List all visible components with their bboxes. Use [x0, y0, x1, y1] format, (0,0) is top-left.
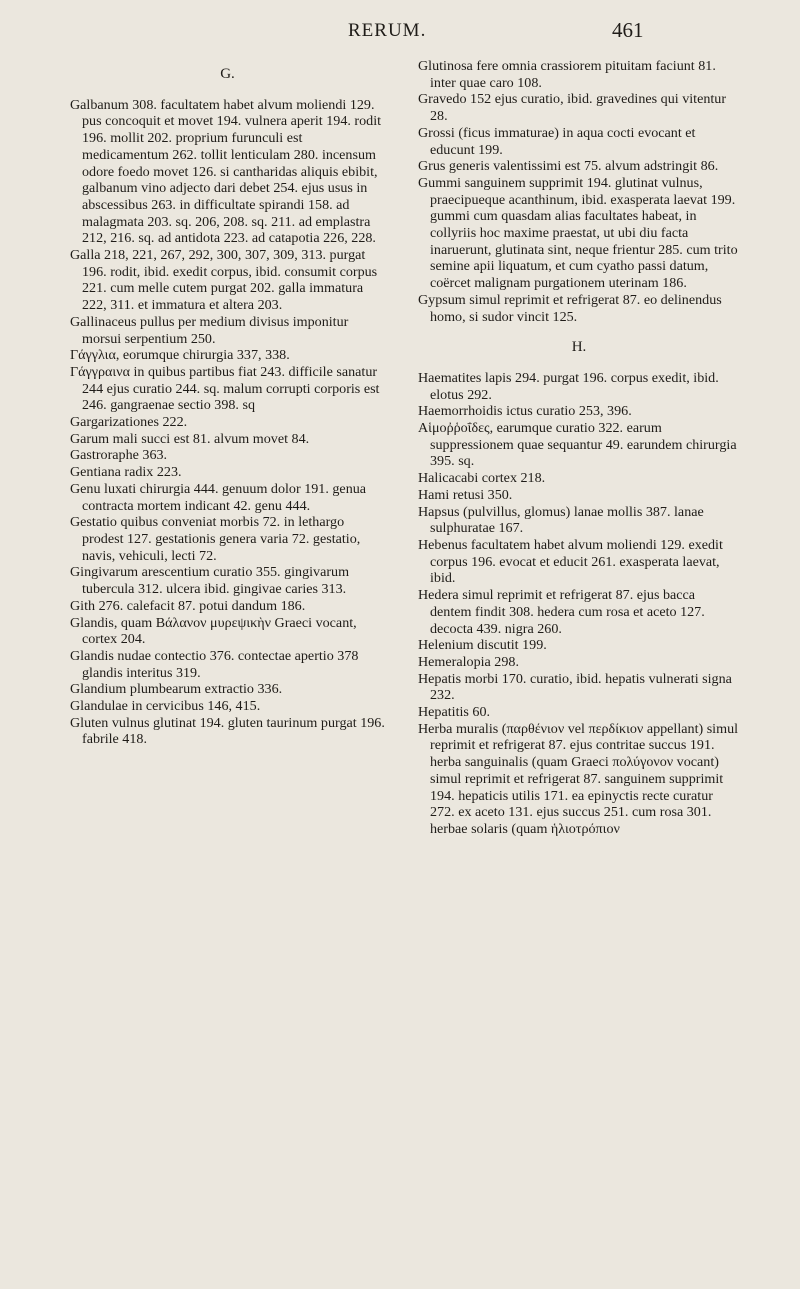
index-entry: Grus generis valentissimi est 75. alvum adstringit 86.	[418, 158, 719, 175]
index-entry: Halicacabi cortex 218.	[418, 470, 546, 487]
index-entry: Gargarizationes 222.	[70, 414, 188, 431]
index-entry: Gummi sanguinem supprimit 194. glutinat vulnus, praecipueque acanthinum, ibid. exasperata laevat 199. gummi cum quasdam alias facultates habeat, in collyriis hoc maxime praestat, ut ubi diu facta inaruerunt, glutinata sint, neque frientur 285. cum trito semine apii liquatum, et cum cyatho passi datum, coërcet malignam purgationem uterinam 186.	[418, 174, 738, 292]
index-entry: Gypsum simul reprimit et refrigerat 87. eo delinendus homo, si sudor vincit 125.	[418, 291, 722, 325]
index-entry: Hami retusi 350.	[418, 486, 513, 503]
index-entry: Gentiana radix 223.	[70, 464, 182, 481]
index-entry: Gravedo 152 ejus curatio, ibid. gravedines qui vitentur 28.	[418, 91, 727, 125]
index-entry: Γάγγλια, eorumque chirurgia 337, 338.	[70, 347, 290, 364]
index-entry: Αἱμοῤῥοΐδες, earumque curatio 322. earum suppressionem quae sequantur 49. earundem chirurgia 395. sq.	[418, 420, 737, 470]
index-entry: Glandis nudae contectio 376. contectae apertio 378 glandis interitus 319.	[70, 647, 359, 681]
index-entry: Gallinaceus pullus per medium divisus imponitur morsui serpentium 250.	[70, 313, 349, 347]
section-letter-h: H.	[571, 339, 587, 356]
page-header	[0, 18, 800, 48]
index-entry: Hepatis morbi 170. curatio, ibid. hepatis vulnerati signa 232.	[418, 670, 732, 704]
index-entry: Haemorrhoidis ictus curatio 253, 396.	[418, 403, 632, 420]
index-entry: Gestatio quibus conveniat morbis 72. in lethargo prodest 127. gestationis genera varia 72. gestatio, navis, vehiculi, lecti 72.	[70, 514, 361, 564]
index-entry: Glandium plumbearum extractio 336.	[70, 681, 283, 698]
index-entry: Hepatitis 60.	[418, 704, 491, 721]
index-entry: Genu luxati chirurgia 444. genuum dolor 191. genua contracta mortem indicant 42. genu 444.	[70, 480, 367, 514]
running-head: RERUM.	[348, 20, 427, 41]
index-entry: Gingivarum arescentium curatio 355. gingivarum tubercula 312. ulcera ibid. gingivae caries 313.	[70, 564, 350, 598]
index-entry: Hebenus facultatem habet alvum moliendi 129. exedit corpus 196. evocat et educit 261. exasperata laevat, ibid.	[418, 536, 723, 587]
index-column-left	[70, 58, 385, 748]
index-entry: Garum mali succi est 81. alvum movet 84.	[70, 430, 310, 447]
index-entry: Gith 276. calefacit 87. potui dandum 186.	[70, 597, 306, 614]
index-entry: Gluten vulnus glutinat 194. gluten taurinum purgat 196. fabrile 418.	[70, 714, 385, 748]
index-entry: Galla 218, 221, 267, 292, 300, 307, 309, 313. purgat 196. rodit, ibid. exedit corpus, ibid. consumit corpus 221. cum melle cutem purgat 202. galla immatura 222, 311. et immatura et altera 203.	[70, 247, 378, 314]
section-letter-g: G.	[220, 66, 235, 82]
index-entry: Galbanum 308. facultatem habet alvum moliendi 129. pus concoquit et movet 194. vulnera aperit 194. rodit 196. mollit 202. proprium furunculi est medicamentum 262. tollit lenticulam 280. incensum odore foedo movet 126. si cantharidas aliquis ebibit, galbanum vino adjecto dari debet 254. ejus usus in abscessibus 263. in difficultate spirandi 158. ad malagmata 203. sq. 206, 208. sq. 211. ad emplastra 212, 216. sq. ad antidota 223. ad catapotia 226, 228.	[70, 96, 382, 247]
index-entry: Helenium discutit 199.	[418, 637, 547, 654]
index-column-right	[418, 58, 740, 838]
index-entry: Herba muralis (παρθένιον vel περδίκιον appellant) simul reprimit et refrigerat 87. ejus contritae succus 191. herba sanguinalis (quam Graeci πολύγονον vocant) simul reprimit et refrigerat 87. sanguinem supprimit 194. hepaticis utilis 171. ea epinyctis recte curatur 272. ex aceto 131. ejus succus 251. cum rosa 301. herbae solaris (quam ἡλιοτρόπιον	[418, 720, 739, 837]
index-entry: Haematites lapis 294. purgat 196. corpus exedit, ibid. elotus 292.	[418, 369, 719, 403]
index-entry: Glandis, quam Βάλανον μυρεψικὴν Graeci vocant, cortex 204.	[70, 614, 357, 648]
index-entry: Glutinosa fere omnia crassiorem pituitam faciunt 81. inter quae caro 108.	[418, 58, 716, 91]
index-entry: Grossi (ficus immaturae) in aqua cocti evocant et educunt 199.	[418, 124, 696, 158]
index-entry: Gastroraphe 363.	[70, 447, 168, 464]
index-entry: Hemeralopia 298.	[418, 653, 519, 670]
index-entry: Γάγγραινα in quibus partibus fiat 243. difficile sanatur 244 ejus curatio 244. sq. malum corrupti corporis est 246. gangraenae sectio 398. sq	[70, 363, 380, 414]
index-entry: Hedera simul reprimit et refrigerat 87. ejus bacca dentem findit 308. hedera cum rosa et aceto 127. decocta 439. nigra 260.	[418, 587, 705, 637]
index-entry: Hapsus (pulvillus, glomus) lanae mollis 387. lanae sulphuratae 167.	[418, 503, 704, 537]
page-number: 461	[612, 18, 644, 42]
index-entry: Glandulae in cervicibus 146, 415.	[70, 698, 261, 715]
